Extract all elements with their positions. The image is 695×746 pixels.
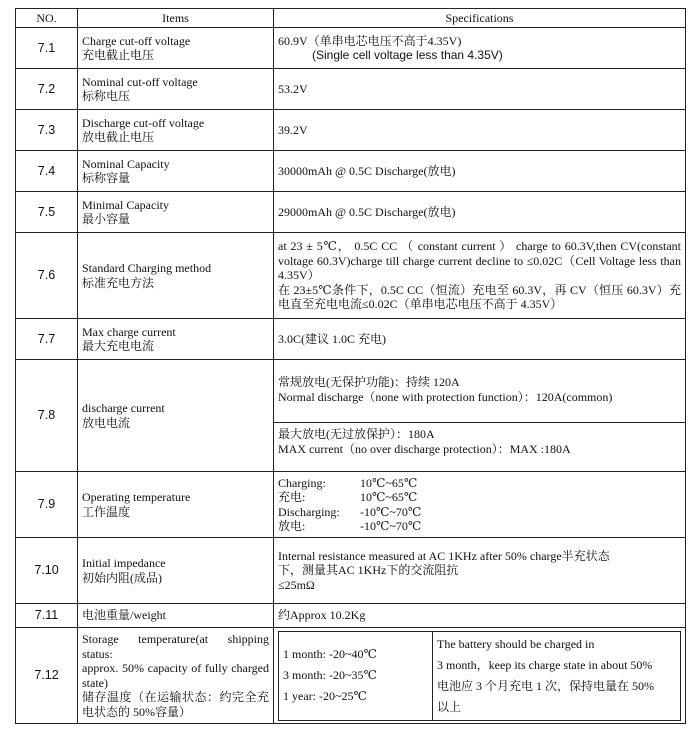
- item-cn: 最小容量: [82, 212, 131, 226]
- note-line: The battery should be charged in: [437, 636, 595, 651]
- item-label: 电池重量/weight: [82, 608, 166, 623]
- item-cn: 放电截止电压: [82, 130, 155, 144]
- storage-range: 1 month: -20~40℃: [283, 647, 377, 661]
- item-cn: 工作温度: [82, 504, 131, 519]
- item-cell: [78, 360, 274, 472]
- row-number: 7.1: [16, 28, 78, 69]
- note-line: 3 month，keep its charge state in about 50%: [437, 657, 653, 672]
- spec-value: 30000mAh @ 0.5C Discharge(放电): [278, 163, 456, 178]
- row-number: 7.8: [16, 360, 78, 472]
- temp-range: -10℃~70℃: [360, 519, 422, 533]
- spec-cell: [274, 233, 686, 319]
- item-en: Nominal Capacity: [82, 156, 170, 171]
- spec-line: (Single cell voltage less than 4.35V): [312, 48, 503, 62]
- item-en: Discharge cut-off voltage: [82, 115, 205, 130]
- item-cn: 初始内阻(成品): [82, 570, 162, 585]
- row-number: 7.7: [16, 319, 78, 360]
- item-en: discharge current: [82, 401, 165, 415]
- storage-range: 3 month: -20~35℃: [283, 668, 377, 682]
- spec-cell: [274, 319, 686, 360]
- item-line: approx. 50% capacity of fully charged state): [82, 661, 269, 690]
- spec-value: 29000mAh @ 0.5C Discharge(放电): [278, 204, 456, 219]
- item-cn: 充电截止电压: [82, 48, 155, 62]
- table-row: [16, 192, 686, 233]
- max-discharge-en: MAX current（no over discharge protection）：MAX :180A: [278, 441, 571, 456]
- temp-label: Discharging:: [278, 504, 340, 519]
- row-number: 7.2: [16, 69, 78, 110]
- item-cn: 标称电压: [82, 89, 131, 103]
- item-cn: 标准充电方法: [82, 275, 155, 290]
- item-cell: [78, 69, 274, 110]
- storage-note: [433, 631, 681, 720]
- temp-range: -10℃~70℃: [360, 504, 422, 519]
- table-row: [16, 110, 686, 151]
- normal-discharge-en: Normal discharge（none with protection function）：120A(common): [278, 389, 613, 404]
- item-line: 储存温度（在运输状态：约完全充电状态的 50%容量）: [82, 690, 269, 719]
- table-row: [16, 319, 686, 360]
- storage-subtable: [278, 631, 681, 721]
- item-en: Initial impedance: [82, 556, 166, 570]
- item-line: Storage temperature(at shipping status:: [82, 632, 269, 661]
- header-items: Items: [78, 9, 274, 28]
- temp-line: [278, 476, 681, 491]
- item-en: Charge cut-off voltage: [82, 33, 191, 48]
- item-cn: 最大充电电流: [82, 339, 155, 353]
- table-row: [16, 69, 686, 110]
- item-cell: [78, 538, 274, 604]
- spec-cell: [274, 151, 686, 192]
- storage-ranges: [279, 631, 433, 720]
- spec-cell: [274, 604, 686, 628]
- temp-line: [278, 519, 681, 534]
- item-cell: [78, 151, 274, 192]
- temp-line: [278, 505, 681, 520]
- spec-line: Internal resistance measured at AC 1KHz after 50% charge半充状态: [278, 548, 610, 563]
- item-cn: 标称容量: [82, 171, 131, 185]
- max-discharge-cn: 最大放电(无过放保护）：180A: [278, 427, 435, 441]
- inner-divider: [274, 422, 685, 423]
- spec-value: 53.2V: [278, 81, 308, 96]
- normal-discharge-cn: 常规放电(无保护功能)：持续 120A: [278, 375, 460, 389]
- spec-line: 60.9V（单串电芯电压不高于4.35V): [278, 33, 462, 48]
- temp-label: 充电:: [278, 490, 306, 504]
- row-number: 7.12: [16, 628, 78, 724]
- spec-value: 约Approx 10.2Kg: [278, 608, 366, 623]
- note-line: 电池应 3 个月充电 1 次，保持电量在 50%: [437, 678, 654, 693]
- table-row: [16, 28, 686, 69]
- header-specs: Specifications: [274, 9, 686, 28]
- spec-paragraph-en: at 23 ± 5℃， 0.5C CC （ constant current ） charge to 60.3V,then CV(constant voltage 60.3V)charge till charge current decline to ≤0.02C（Cell Voltage less than 4.35V）: [278, 239, 681, 283]
- temp-label: 放电:: [278, 519, 306, 533]
- temp-range: 10℃~65℃: [360, 475, 418, 490]
- table-row: [16, 628, 686, 724]
- item-cell: [78, 604, 274, 628]
- table-row: [16, 233, 686, 319]
- note-line: 以上: [437, 699, 462, 714]
- temp-range: 10℃~65℃: [360, 490, 418, 504]
- spec-cell: [274, 360, 686, 472]
- table-row: [16, 604, 686, 628]
- spec-cell: [274, 538, 686, 604]
- row-number: 7.3: [16, 110, 78, 151]
- header-row: [16, 9, 686, 28]
- item-cell: [78, 628, 274, 724]
- item-en: Minimal Capacity: [82, 197, 169, 212]
- temp-line: [278, 490, 681, 505]
- item-cell: [78, 192, 274, 233]
- item-en: Max charge current: [82, 324, 176, 339]
- table-row: [16, 538, 686, 604]
- table-row: [16, 472, 686, 538]
- item-en: Operating temperature: [82, 490, 191, 504]
- table-row: [16, 360, 686, 472]
- spec-paragraph-cn: 在 23±5℃条件下，0.5C CC（恒流）充电至 60.3V，再 CV（恒压 60.3V）充电直至充电电流≤0.02C（单串电芯电压不高于 4.35V）: [278, 282, 681, 312]
- item-cell: [78, 233, 274, 319]
- row-number: 7.4: [16, 151, 78, 192]
- spec-cell: [274, 628, 686, 724]
- item-cell: [78, 319, 274, 360]
- spec-cell: [274, 110, 686, 151]
- row-number: 7.10: [16, 538, 78, 604]
- item-cell: [78, 472, 274, 538]
- table-row: [16, 151, 686, 192]
- spec-cell: [274, 472, 686, 538]
- item-en: Nominal cut-off voltage: [82, 74, 198, 89]
- row-number: 7.9: [16, 472, 78, 538]
- item-cn: 放电电流: [82, 415, 131, 430]
- spec-cell: [274, 192, 686, 233]
- row-number: 7.6: [16, 233, 78, 319]
- spec-value: 3.0C(建议 1.0C 充电): [278, 331, 387, 346]
- spec-cell: [274, 28, 686, 69]
- spec-line: ≤25mΩ: [278, 577, 315, 592]
- spec-value: 39.2V: [278, 122, 308, 137]
- header-no: NO.: [16, 9, 78, 28]
- item-cell: [78, 110, 274, 151]
- storage-range: 1 year: -20~25℃: [283, 689, 367, 703]
- row-number: 7.5: [16, 192, 78, 233]
- item-en: Standard Charging method: [82, 261, 212, 275]
- temp-label: Charging:: [278, 475, 326, 490]
- item-cell: [78, 28, 274, 69]
- spec-line: 下，测量其AC 1KHz下的交流阻抗: [278, 563, 459, 578]
- row-number: 7.11: [16, 604, 78, 628]
- spec-table: [15, 8, 686, 724]
- spec-cell: [274, 69, 686, 110]
